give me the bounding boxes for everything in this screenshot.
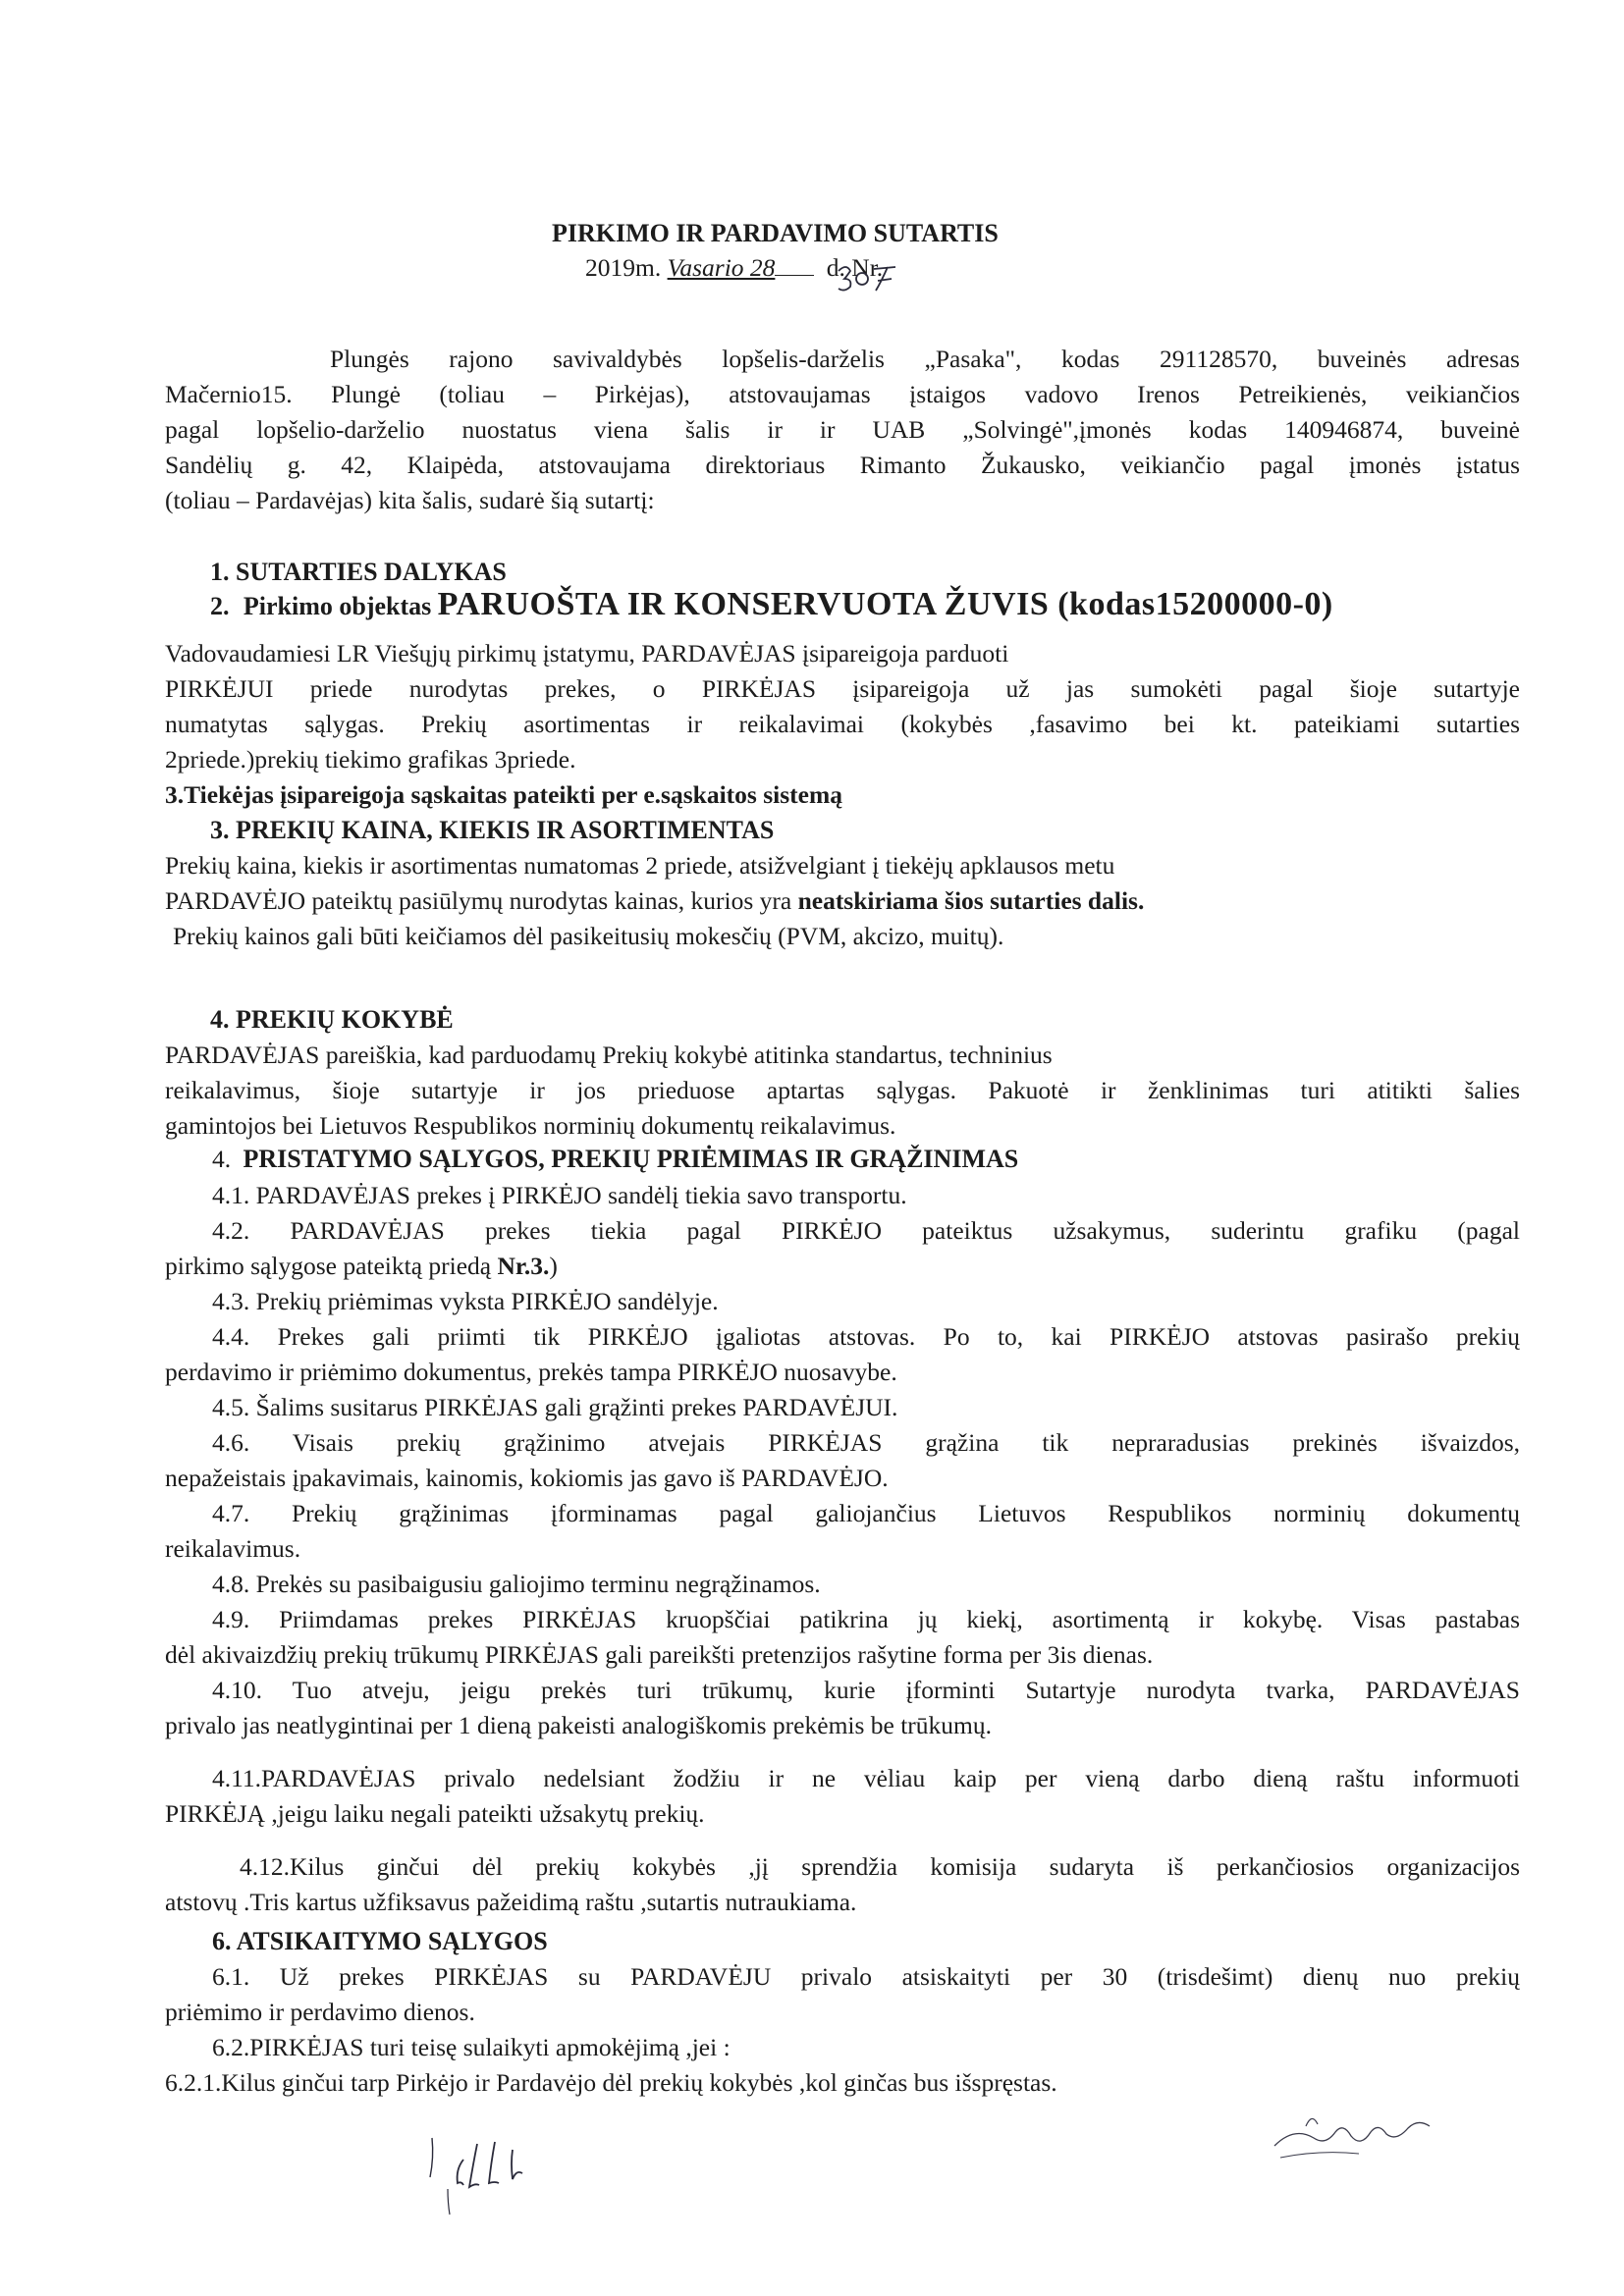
section-2-number: 2. [210, 592, 230, 620]
section-6-heading: 6. ATSIKAITYMO SĄLYGOS [212, 1927, 548, 1955]
signature-right-icon [1267, 2101, 1453, 2179]
section-2-lead: Pirkimo objektas [243, 592, 432, 620]
s3-line-2-bold: neatskiriama šios sutarties dalis. [797, 886, 1145, 915]
clause-6-1: 6.1. Už prekes PIRKĖJAS su PARDAVĖJU privalo atsiskaityti per 30 (trisdešimt) dienų nuo prekių [212, 1962, 1520, 1991]
s3-line-2 [165, 885, 1144, 917]
s2-line-2: PIRKĖJUI priede nurodytas prekes, o PIRKĖJAS įsipareigoja už jas sumokėti pagal šioje sutartyje [165, 674, 1520, 703]
clause-4-12: 4.12.Kilus ginčui dėl prekių kokybės ,jį sprendžia komisija sudaryta iš perkančiosios organizacijos [240, 1852, 1520, 1881]
section-1-heading: 1. SUTARTIES DALYKAS [210, 558, 507, 586]
clause-4-5: 4.5. Šalims susitarus PIRKĖJAS gali grąžinti prekes PARDAVĖJUI. [212, 1393, 898, 1421]
s2-line-1: Vadovaudamiesi LR Viešųjų pirkimų įstatymu, PARDAVĖJAS įsipareigoja parduoti [165, 639, 1009, 667]
s3-line-1: Prekių kaina, kiekis ir asortimentas numatomas 2 priede, atsižvelgiant į tiekėjų apklausos metu [165, 851, 1115, 880]
clause-4-7: 4.7. Prekių grąžinimas įforminamas pagal galiojančius Lietuvos Respublikos norminių dokumentų [212, 1499, 1520, 1527]
clause-4-2-cont [165, 1251, 558, 1282]
intro-line-5: (toliau – Pardavėjas) kita šalis, sudarė šią sutartį: [165, 486, 655, 514]
clause-4-9: 4.9. Priimdamas prekes PIRKĖJAS kruopščiai patikrina jų kiekį, asortimentą ir kokybę. Visas pastabas [212, 1605, 1520, 1633]
clause-4-6: 4.6. Visais prekių grąžinimo atvejais PIRKĖJAS grąžina tik nepraradusias prekinės išvaizdos, [212, 1428, 1520, 1457]
clause-4-6-cont: nepažeistais įpakavimais, kainomis, kokiomis jas gavo iš PARDAVĖJO. [165, 1464, 889, 1492]
s2-line-3: numatytas sąlygas. Prekių asortimentas ir reikalavimai (kokybės ,fasavimo bei kt. pateikiami sutarties [165, 710, 1520, 738]
signature-left-icon [422, 2130, 569, 2218]
section-5-title: PRISTATYMO SĄLYGOS, PREKIŲ PRIĖMIMAS IR GRĄŽINIMAS [243, 1145, 1019, 1173]
clause-4-12-cont: atstovų .Tris kartus užfiksavus pažeidimą raštu ,sutartis nutraukiama. [165, 1888, 857, 1916]
s4-line-2: reikalavimus, šioje sutartyje ir jos prieduose aptartas sąlygas. Pakuotė ir ženklinimas turi atitikti šalies [165, 1076, 1520, 1104]
intro-line-4: Sandėlių g. 42, Klaipėda, atstovaujama direktoriaus Rimanto Žukausko, veikiančio pagal įmonės įstatus [165, 451, 1520, 479]
date-year: 2019m. [585, 253, 662, 282]
intro-line-1: Plungės rajono savivaldybės lopšelis-darželis „Pasaka", kodas 291128570, buveinės adresas [330, 345, 1520, 373]
clause-4-10-cont: privalo jas neatlygintinai per 1 dieną pakeisti analogiškomis prekėmis be trūkumų. [165, 1711, 993, 1739]
contract-number-handwritten [833, 257, 901, 296]
section-5-heading [212, 1144, 1018, 1175]
s2-line-4: 2priede.)prekių tiekimo grafikas 3priede. [165, 745, 576, 774]
clause-4-10: 4.10. Tuo atveju, jeigu prekės turi trūkumų, kurie įforminti Sutartyje nurodyta tvarka, PARDAVĖJAS [212, 1676, 1520, 1704]
s4-line-1: PARDAVĖJAS pareiškia, kad parduodamų Prekių kokybė atitinka standartus, techninius [165, 1041, 1053, 1069]
clause-4-9-cont: dėl akivaizdžių prekių trūkumų PIRKĖJAS gali pareikšti pretenzijos rašytine forma per 3is dienas. [165, 1640, 1154, 1669]
s4-line-3: gamintojos bei Lietuvos Respublikos norminių dokumentų reikalavimus. [165, 1111, 896, 1140]
clause-4-2-cont-text: pirkimo sąlygose pateiktą priedą [165, 1252, 492, 1280]
clause-4-7-cont: reikalavimus. [165, 1534, 301, 1563]
date-blank-line [775, 275, 814, 276]
s3-line-3: Prekių kainos gali būti keičiamos dėl pasikeitusių mokesčių (PVM, akcizo, muitų). [173, 922, 1004, 950]
s3-line-2-text: PARDAVĖJO pateiktų pasiūlymų nurodytas kainas, kurios yra [165, 886, 792, 915]
clause-4-2-close: ) [549, 1252, 558, 1280]
section-3-heading: 3. PREKIŲ KAINA, KIEKIS IR ASORTIMENTAS [210, 816, 775, 844]
section-5-number: 4. [212, 1145, 232, 1173]
clause-4-3: 4.3. Prekių priėmimas vyksta PIRKĖJO sandėlyje. [212, 1287, 719, 1315]
clause-4-2-annex-ref: Nr.3. [497, 1252, 550, 1280]
clause-4-11-cont: PIRKĖJĄ ,jeigu laiku negali pateikti užsakytų prekių. [165, 1799, 705, 1828]
document-title: PIRKIMO IR PARDAVIMO SUTARTIS [552, 219, 999, 247]
clause-4-11: 4.11.PARDAVĖJAS privalo nedelsiant žodžiu ir ne vėliau kaip per vieną darbo dieną raštu informuoti [212, 1764, 1520, 1792]
clause-6-2-1: 6.2.1.Kilus ginčui tarp Pirkėjo ir Pardavėjo dėl prekių kokybės ,kol ginčas bus išspręstas. [165, 2068, 1057, 2097]
intro-line-3: pagal lopšelio-darželio nuostatus viena šalis ir ir UAB „Solvingė",įmonės kodas 140946874, buveinė [165, 415, 1520, 444]
clause-4-1: 4.1. PARDAVĖJAS prekes į PIRKĖJO sandėlį tiekia savo transportu. [212, 1181, 907, 1209]
section-2-heading [210, 586, 1333, 622]
clause-6-2: 6.2.PIRKĖJAS turi teisę sulaikyti apmokėjimą ,jei : [212, 2033, 731, 2061]
clause-4-4-cont: perdavimo ir priėmimo dokumentus, prekės tampa PIRKĖJO nuosavybe. [165, 1358, 897, 1386]
clause-4-2: 4.2. PARDAVĖJAS prekes tiekia pagal PIRKĖJO pateiktus užsakymus, suderintu grafiku (pagal [212, 1216, 1520, 1245]
intro-line-2: Mačernio15. Plungė (toliau – Pirkėjas), atstovaujamas įstaigos vadovo Irenos Petreikienės, veikiančios [165, 380, 1520, 408]
date-month: Vasario 28 [667, 253, 776, 282]
purchase-object: PARUOŠTA IR KONSERVUOTA ŽUVIS (kodas15200000-0) [437, 586, 1333, 622]
section-4-heading: 4. PREKIŲ KOKYBĖ [210, 1005, 454, 1034]
nr-label: d. Nr. [826, 253, 884, 282]
clause-4-4: 4.4. Prekes gali priimti tik PIRKĖJO įgaliotas atstovas. Po to, kai PIRKĖJO atstovas pasirašo prekių [212, 1322, 1520, 1351]
clause-4-8: 4.8. Prekės su pasibaigusiu galiojimo terminu negrąžinamos. [212, 1570, 821, 1598]
clause-6-1-cont: priėmimo ir perdavimo dienos. [165, 1998, 475, 2026]
supplier-einvoice-line: 3.Tiekėjas įsipareigoja sąskaitas pateikti per e.sąskaitos sistemą [165, 780, 842, 809]
